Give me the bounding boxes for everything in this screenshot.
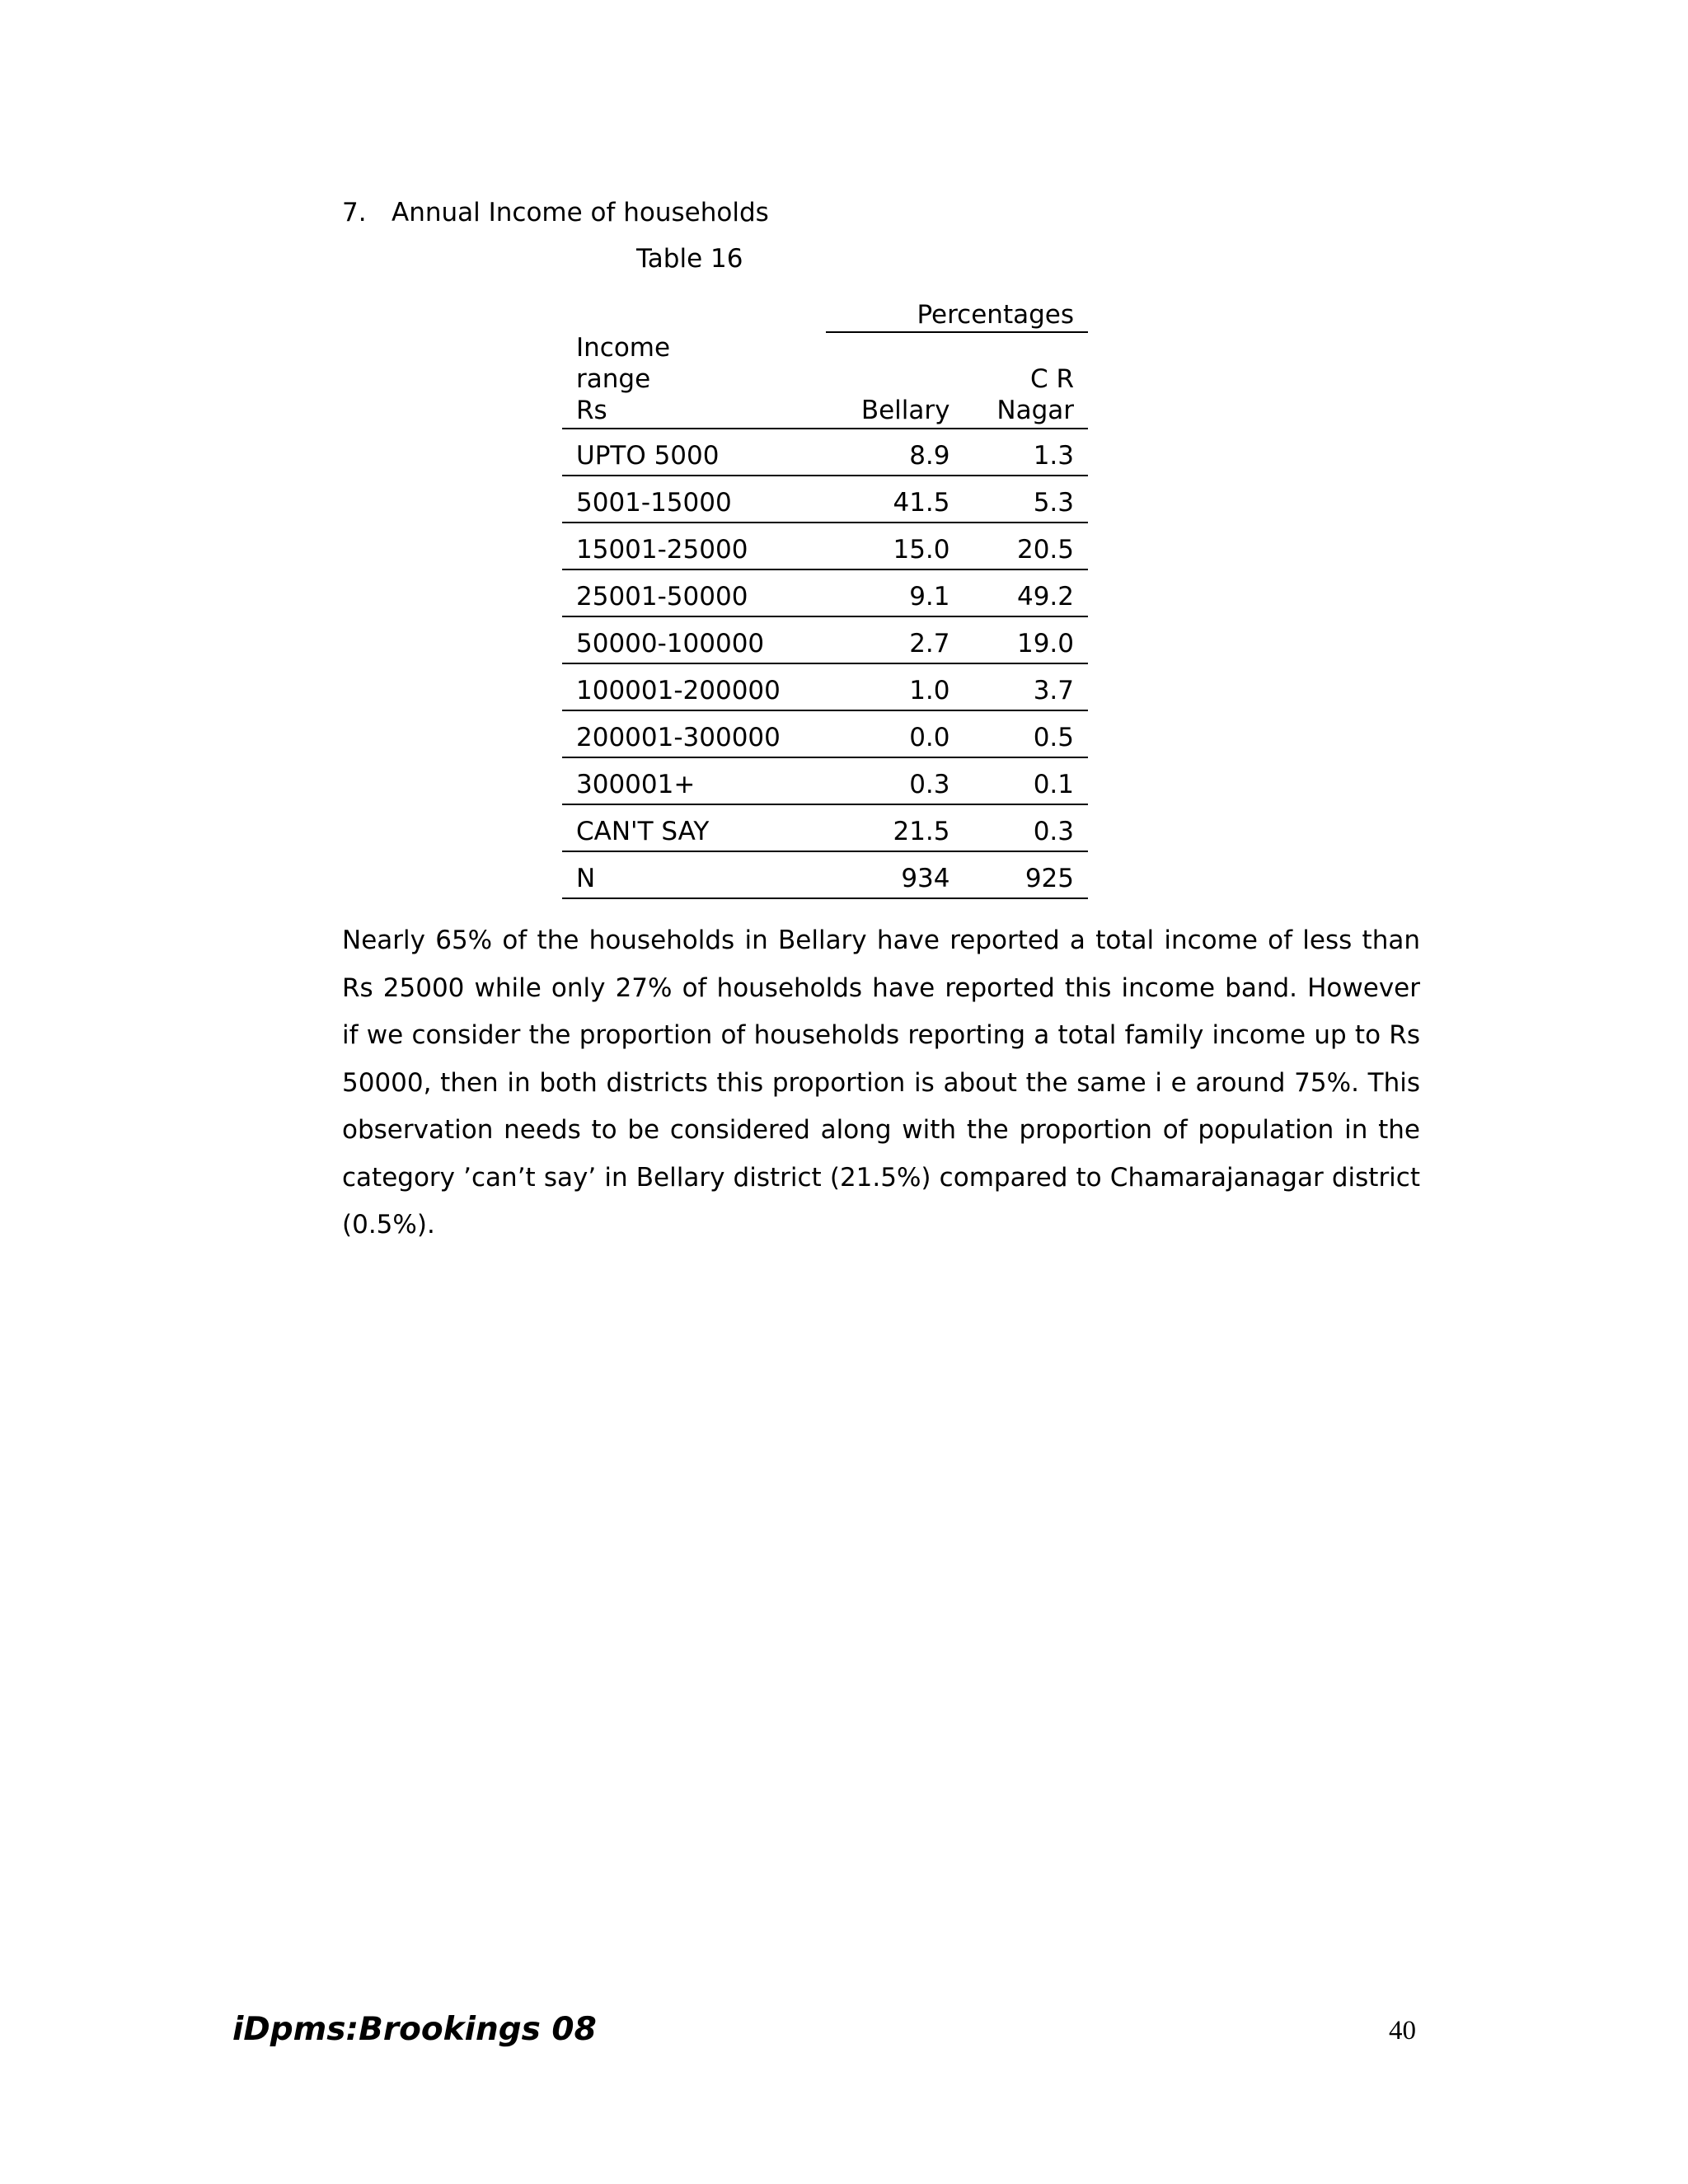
row-cr-nagar: 1.3 bbox=[964, 429, 1089, 476]
row-label: 300001+ bbox=[562, 757, 826, 804]
row-bellary: 0.3 bbox=[826, 757, 964, 804]
header-income-range: Income range Rs bbox=[562, 332, 826, 429]
row-bellary: 8.9 bbox=[826, 429, 964, 476]
section-heading bbox=[342, 196, 769, 229]
section-title: Annual Income of households bbox=[392, 198, 769, 227]
row-cr-nagar: 19.0 bbox=[964, 616, 1089, 663]
table-header-row bbox=[562, 332, 1088, 429]
income-table bbox=[562, 297, 1088, 899]
row-bellary: 41.5 bbox=[826, 476, 964, 523]
row-bellary: 2.7 bbox=[826, 616, 964, 663]
table-row bbox=[562, 710, 1088, 757]
page-number: 40 bbox=[1389, 2016, 1416, 2046]
header-bellary: Bellary bbox=[826, 332, 964, 429]
row-cr-nagar: 49.2 bbox=[964, 569, 1089, 616]
row-bellary: 15.0 bbox=[826, 523, 964, 569]
table-unit-row bbox=[562, 297, 1088, 332]
row-label: 5001-15000 bbox=[562, 476, 826, 523]
section-number: 7. bbox=[342, 198, 367, 227]
row-label: 50000-100000 bbox=[562, 616, 826, 663]
row-cr-nagar: 20.5 bbox=[964, 523, 1089, 569]
row-bellary: 9.1 bbox=[826, 569, 964, 616]
row-label: 100001-200000 bbox=[562, 663, 826, 710]
row-label: CAN'T SAY bbox=[562, 804, 826, 851]
row-bellary: 0.0 bbox=[826, 710, 964, 757]
row-label: 15001-25000 bbox=[562, 523, 826, 569]
row-cr-nagar: 5.3 bbox=[964, 476, 1089, 523]
row-label: 200001-300000 bbox=[562, 710, 826, 757]
row-bellary: 934 bbox=[826, 851, 964, 898]
row-cr-nagar: 925 bbox=[964, 851, 1089, 898]
table-row bbox=[562, 523, 1088, 569]
table-row bbox=[562, 663, 1088, 710]
table-caption: Table 16 bbox=[636, 244, 743, 274]
body-paragraph: Nearly 65% of the households in Bellary have reported a total income of less than Rs 25000 while only 27% of households have reported this income band. However if we consider the proportion of households reporting a total family income up to Rs 50000, then in both districts this proportion is about the same i e around 75%. This observation needs to be considered along with the proportion of population in the category ’can’t say’ in Bellary district (21.5%) compared to Chamarajanagar district (0.5%). bbox=[342, 926, 1420, 1240]
row-label: N bbox=[562, 851, 826, 898]
table-unit-label: Percentages bbox=[826, 297, 1088, 332]
row-cr-nagar: 0.5 bbox=[964, 710, 1089, 757]
row-cr-nagar: 3.7 bbox=[964, 663, 1089, 710]
row-cr-nagar: 0.1 bbox=[964, 757, 1089, 804]
table-row bbox=[562, 616, 1088, 663]
row-label: UPTO 5000 bbox=[562, 429, 826, 476]
table-row bbox=[562, 851, 1088, 898]
header-cr-nagar: C R Nagar bbox=[964, 332, 1089, 429]
footer-label: iDpms:Brookings 08 bbox=[232, 2011, 597, 2048]
table-row bbox=[562, 569, 1088, 616]
table-row bbox=[562, 476, 1088, 523]
row-bellary: 21.5 bbox=[826, 804, 964, 851]
row-label: 25001-50000 bbox=[562, 569, 826, 616]
row-cr-nagar: 0.3 bbox=[964, 804, 1089, 851]
table-row bbox=[562, 804, 1088, 851]
row-bellary: 1.0 bbox=[826, 663, 964, 710]
table-row bbox=[562, 757, 1088, 804]
table-row bbox=[562, 429, 1088, 476]
